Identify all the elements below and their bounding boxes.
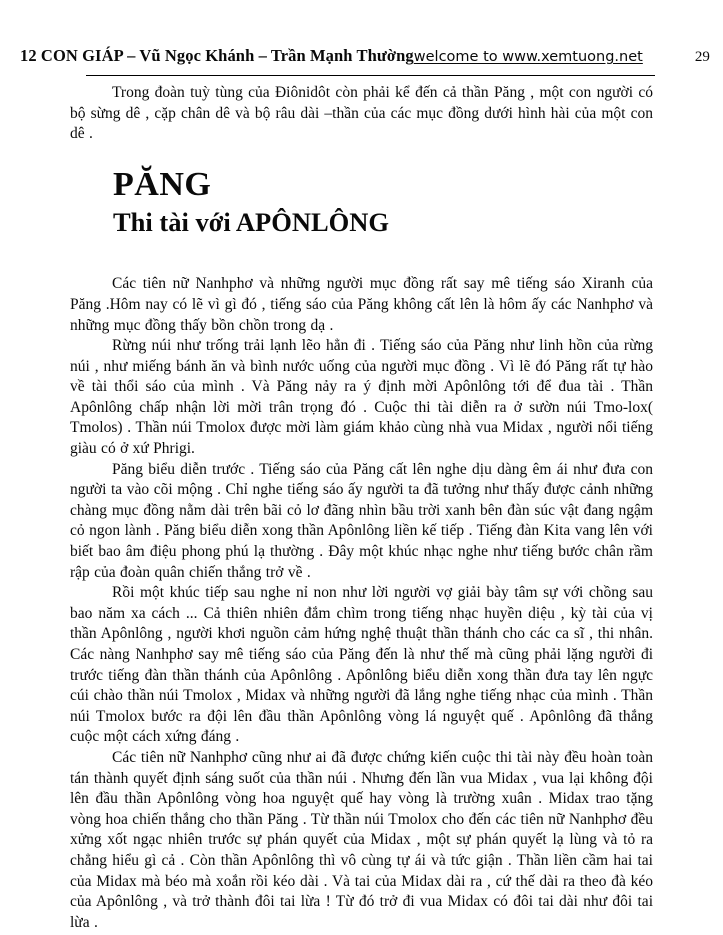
chapter-subtitle: Thi tài với APÔNLÔNG bbox=[113, 206, 390, 237]
page-header bbox=[0, 0, 723, 66]
intro-paragraph: Trong đoàn tuỳ tùng của Điônidôt còn phải kể đến cả thần Păng , một con người có bộ sừng dê , cặp chân dê và bộ râu dài –thần của các mục đồng dưới hình hài của một con dê . bbox=[70, 84, 653, 143]
site-link[interactable]: welcome to www.xemtuong.net bbox=[413, 49, 643, 65]
story-paragraph: Păng biểu diễn trước . Tiếng sáo của Păng cất lên nghe dịu dàng êm ái như đưa con người ta vào cõi mộng . Chỉ nghe tiếng sáo ấy người ta đã tưởng như thấy được cảnh những chàng mục đồng nằm dài trên bãi cỏ lơ đãng nhìn bầu trời xanh bên đàn súc vật đang ngậm cỏ ngon lành . Păng biểu diễn xong thần Apônlông liền kế tiếp . Tiếng đàn Kita vang lên với biết bao âm điệu phong phú lạ thường . Đây một khúc nhạc nghe như tiếng bước chân rầm rập của đoàn quân chiến thắng trở về . bbox=[70, 460, 653, 581]
story-paragraph: Rừng núi như trống trải lạnh lẽo hẳn đi . Tiếng sáo của Păng như linh hồn của rừng núi , như miếng bánh ăn và bình nước uống của người mục đồng . Vì lẽ đó Păng rất tự hào về tài thổi sáo của mình . Và Păng nảy ra ý định mời Apônlông tới để đua tài . Thần Apônlông chấp nhận lời mời trân trọng đó . Cuộc thi tài diễn ra ở sườn núi Tmo-lox( Tmolos) . Thần núi Tmolox được mời làm giám khảo cùng nhà vua Midax , người nổi tiếng giàu có ở xứ Phrigi. bbox=[70, 337, 653, 458]
story-paragraph: Rồi một khúc tiếp sau nghe nỉ non như lời người vợ giải bày tâm sự với chồng sau bao năm xa cách ... Cả thiên nhiên đắm chìm trong tiếng nhạc huyền diệu , kỳ tài của vị thần Apônlông , người khơi nguồn cảm hứng nghệ thuật thần thánh cho các ca sĩ , thi nhân. Các nàng Nanhphơ say mê tiếng sáo của Păng đến là như thế mà cũng phải lặng người đi trước tiếng đàn thần thánh của Apônlông . Apônlông biểu diễn xong thần đưa tay lên ngực cúi chào thần núi Tmolox , Midax và những người đã lắng nghe tiếng nhạc của mình . Thần núi Tmolox bước ra đội lên đầu thần Apônlông vòng lá nguyệt quế . Apônlông đã thắng cuộc một cách xứng đáng . bbox=[70, 584, 653, 746]
page-number: 29 bbox=[694, 49, 710, 65]
story-paragraph: Các tiên nữ Nanhphơ cũng như ai đã được chứng kiến cuộc thi tài này đều hoàn toàn tán thành quyết định sáng suốt của thần núi . Nhưng đến lần vua Midax , vua lại không đội lên đầu thần Apônlông vòng hoa nguyệt quế hay vòng là trường xuân . Midax trao tặng vòng hoa chiến thắng cho thần Păng . Từ thần núi Tmolox cho đến các tiên nữ Nanhphơ đều xửng xốt ngạc nhiên trước sự phán quyết của Midax , một sự phán quyết lạ lùng và tỏ ra chẳng hiểu gì cả . Còn thần Apônlông thì vô cùng tự ái và tức giận . Thần liền cầm hai tai của Midax mà béo mà xoắn rồi kéo dài . Và tai của Midax dài ra , cứ thế dài ra theo đà kéo của Apônlông , và trở thành đôi tai lừa ! Từ đó trở đi vua Midax có đôi tai dài như đôi tai lừa . bbox=[70, 748, 653, 931]
page-content bbox=[0, 76, 723, 933]
story-paragraph: Các tiên nữ Nanhphơ và những người mục đồng rất say mê tiếng sáo Xiranh của Păng .Hôm nay có lẽ vì gì đó , tiếng sáo của Păng không cất lên là hôm ấy các Nanhphơ và những mục đồng thấy bồn chồn trong dạ . bbox=[70, 275, 653, 334]
book-title: 12 CON GIÁP – Vũ Ngọc Khánh – Trần Mạnh Thường bbox=[20, 46, 414, 65]
chapter-title: PĂNG bbox=[113, 165, 212, 203]
